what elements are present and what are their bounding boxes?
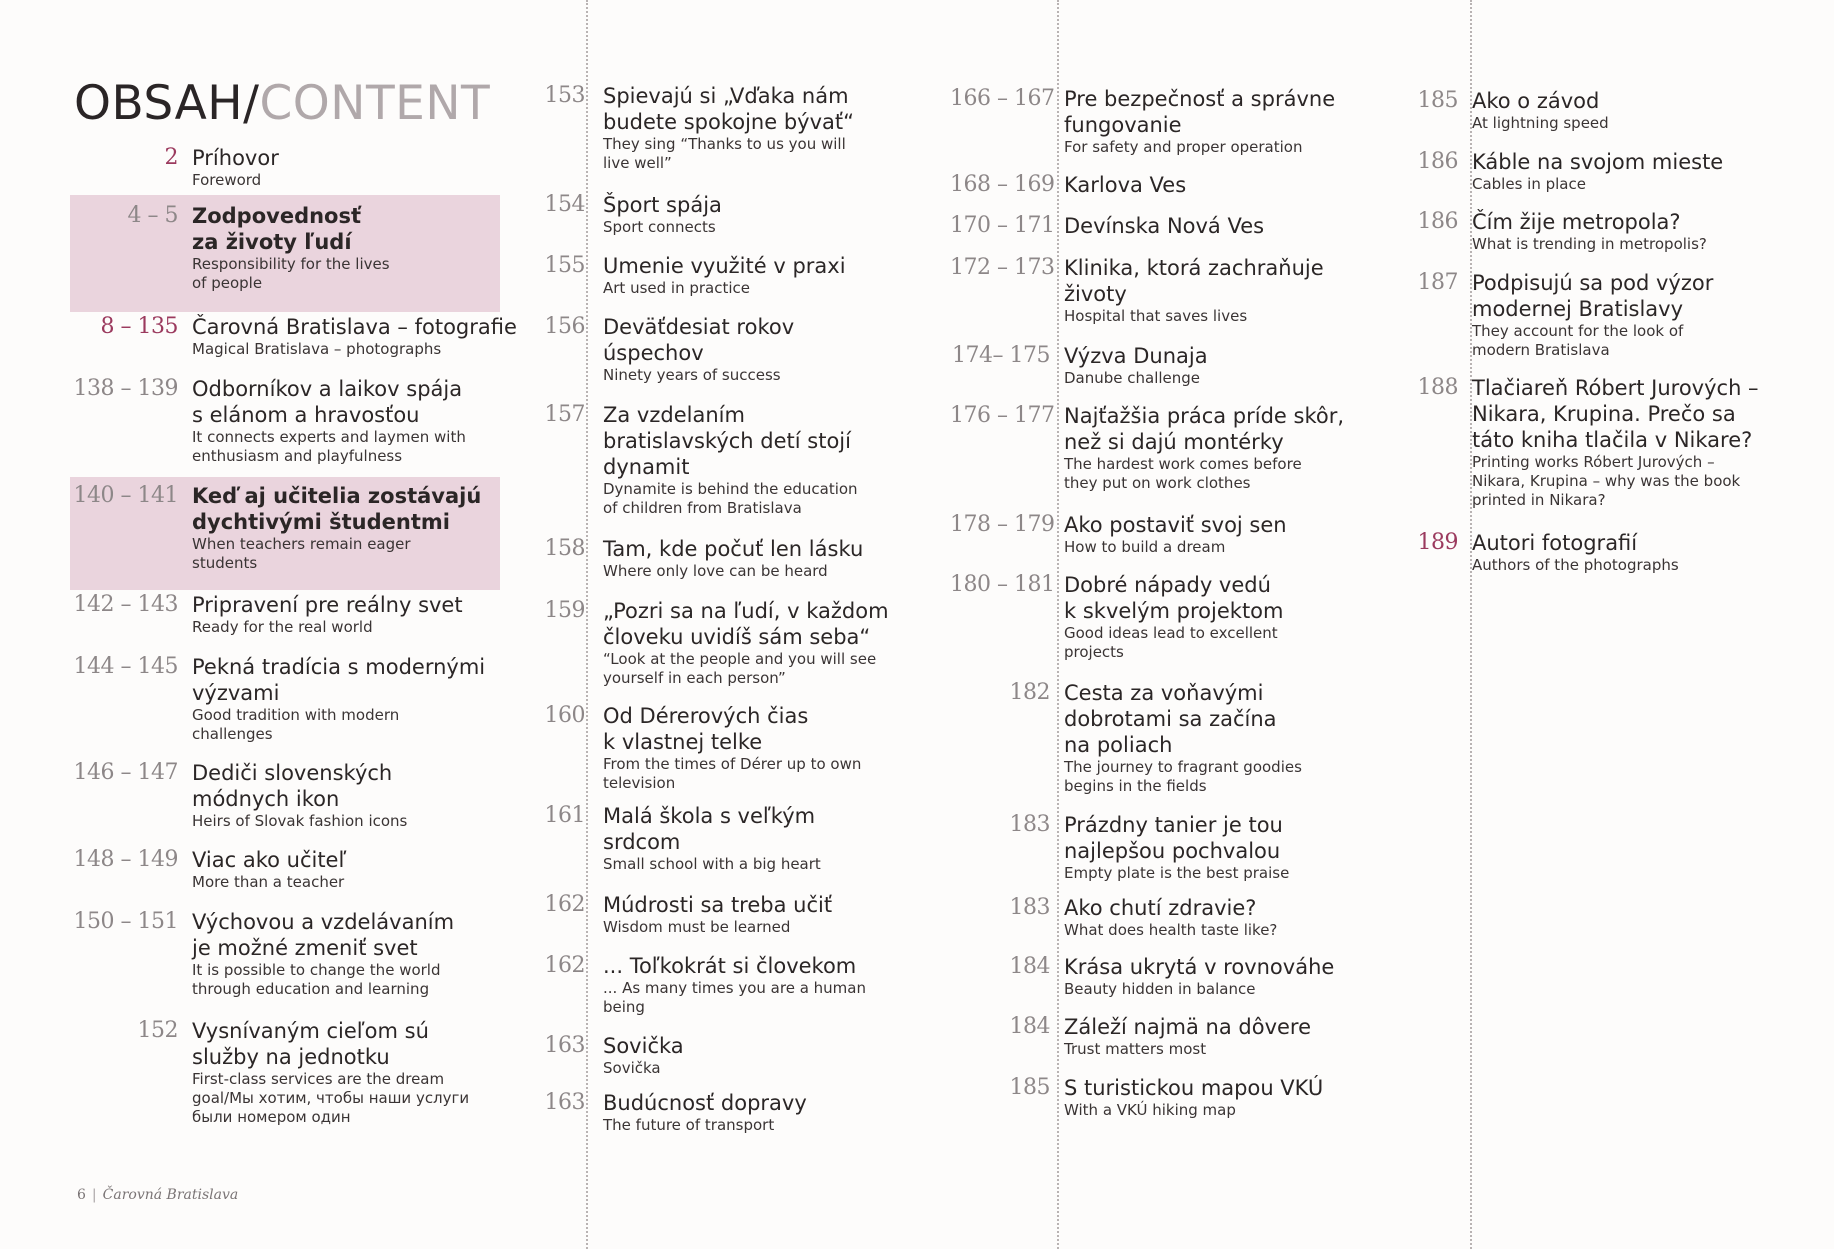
- toc-title-sk: Odborníkov a laikov spája s elánom a hravosťou: [192, 377, 463, 427]
- toc-entry-text: [603, 314, 943, 385]
- toc-page-number: 142 – 143: [73, 592, 178, 617]
- toc-entry-text: [1064, 680, 1404, 796]
- toc-title-en: Sovička: [603, 1059, 661, 1077]
- title-obsah: OBSAH: [74, 76, 244, 131]
- toc-entry-text: [603, 803, 943, 874]
- page-footer: [77, 1187, 238, 1203]
- toc-entry-text: [192, 203, 532, 293]
- toc-page-number: 183: [1009, 812, 1050, 837]
- toc-title-en: Hospital that saves lives: [1064, 307, 1248, 325]
- toc-title-en: Danube challenge: [1064, 369, 1201, 387]
- toc-page-number: 162: [544, 953, 585, 978]
- toc-title-sk: Deväťdesiat rokov úspechov: [603, 315, 795, 365]
- toc-title-en: The future of transport: [603, 1116, 775, 1134]
- toc-title-en: First-class services are the dream goal/Мы хотим, чтобы наши услуги были номером один: [192, 1070, 470, 1126]
- toc-entry-text: [1064, 403, 1404, 493]
- toc-entry-text: [1472, 88, 1812, 133]
- toc-page-number: 140 – 141: [73, 483, 178, 508]
- toc-title-sk: Pre bezpečnosť a správne fungovanie: [1064, 87, 1336, 137]
- toc-title-en: Art used in practice: [603, 279, 751, 297]
- toc-title-sk: Klinika, ktorá zachraňuje životy: [1064, 256, 1324, 306]
- toc-page-number: 158: [544, 536, 585, 561]
- toc-entry: [70, 477, 500, 590]
- toc-column-3: [950, 0, 1370, 1249]
- title-slash: /: [243, 76, 260, 131]
- toc-entry-text: [1064, 213, 1404, 239]
- toc-entry-text: [1064, 343, 1404, 388]
- toc-title-sk: S turistickou mapou VKÚ: [1064, 1076, 1324, 1100]
- toc-title-en: When teachers remain eager students: [192, 535, 411, 572]
- toc-entry-text: [1064, 572, 1404, 662]
- toc-title-en: Dynamite is behind the education of children from Bratislava: [603, 480, 858, 517]
- toc-title-sk: Výzva Dunaja: [1064, 344, 1208, 368]
- toc-entry-text: [192, 376, 532, 466]
- toc-title-sk: „Pozri sa na ľudí, v každom človeku uvidíš sám seba“: [603, 599, 889, 649]
- toc-page-number: 150 – 151: [73, 909, 178, 934]
- toc-page-number: 178 – 179: [950, 512, 1055, 537]
- toc-title-sk: Pekná tradícia s modernými výzvami: [192, 655, 486, 705]
- toc-title-en: It connects experts and laymen with enthusiasm and playfulness: [192, 428, 466, 465]
- toc-entry-text: [603, 1033, 943, 1078]
- toc-page-number: 189: [1417, 530, 1458, 555]
- toc-title-sk: Umenie využité v praxi: [603, 254, 846, 278]
- toc-entry-text: [192, 145, 532, 190]
- toc-title-sk: Keď aj učitelia zostávajú dychtivými študentmi: [192, 484, 482, 534]
- toc-title-en: From the times of Dérer up to own television: [603, 755, 862, 792]
- toc-entry-text: [192, 654, 532, 744]
- toc-page-number: 186: [1417, 149, 1458, 174]
- toc-page-number: 152: [137, 1018, 178, 1043]
- toc-entry-text: [603, 536, 943, 581]
- toc-title-sk: Cesta za voňavými dobrotami sa začína na poliach: [1064, 681, 1277, 757]
- toc-column-1: [70, 0, 517, 1249]
- toc-title-en: For safety and proper operation: [1064, 138, 1303, 156]
- toc-column-2: [540, 0, 940, 1249]
- toc-title-sk: Šport spája: [603, 193, 722, 217]
- toc-page-number: 188: [1417, 375, 1458, 400]
- toc-page-number: 160: [544, 703, 585, 728]
- toc-title-en: Empty plate is the best praise: [1064, 864, 1290, 882]
- toc-entry-text: [1472, 530, 1812, 575]
- toc-entry: [70, 195, 500, 312]
- toc-title-en: With a VKÚ hiking map: [1064, 1101, 1236, 1119]
- footer-separator: |: [91, 1187, 97, 1203]
- toc-page-number: 184: [1009, 1014, 1050, 1039]
- toc-title-sk: Najťažšia práca príde skôr, než si dajú montérky: [1064, 404, 1345, 454]
- toc-title-en: “Look at the people and you will see yourself in each person”: [603, 650, 877, 687]
- toc-entry-text: [1472, 270, 1812, 360]
- toc-entry-text: [603, 892, 943, 937]
- toc-page-number: 185: [1417, 88, 1458, 113]
- toc-entry-text: [1064, 255, 1404, 326]
- toc-page-number: 153: [544, 83, 585, 108]
- toc-title-sk: Čarovná Bratislava – fotografie: [192, 315, 517, 339]
- toc-title-sk: Prázdny tanier je tou najlepšou pochvalou: [1064, 813, 1283, 863]
- toc-entry-text: [603, 598, 943, 688]
- toc-title-sk: Malá škola s veľkým srdcom: [603, 804, 816, 854]
- toc-title-en: Foreword: [192, 171, 262, 189]
- toc-title-en: Ninety years of success: [603, 366, 781, 384]
- footer-publication: Čarovná Bratislava: [102, 1187, 239, 1203]
- toc-title-sk: Karlova Ves: [1064, 173, 1187, 197]
- toc-page-number: 157: [544, 402, 585, 427]
- toc-page-number: 176 – 177: [950, 403, 1055, 428]
- toc-title-en: Beauty hidden in balance: [1064, 980, 1256, 998]
- toc-title-en: How to build a dream: [1064, 538, 1226, 556]
- toc-page-number: 159: [544, 598, 585, 623]
- toc-page-number: 161: [544, 803, 585, 828]
- toc-title-sk: Dediči slovenských módnych ikon: [192, 761, 393, 811]
- toc-title-sk: Spievajú si „Vďaka nám budete spokojne bývať“: [603, 84, 855, 134]
- toc-entry-text: [192, 909, 532, 999]
- toc-entry-text: [1064, 1075, 1404, 1120]
- toc-title-en: Wisdom must be learned: [603, 918, 791, 936]
- toc-entry-text: [192, 760, 532, 831]
- toc-title-sk: Vysnívaným cieľom sú služby na jednotku: [192, 1019, 429, 1069]
- toc-title-en: Trust matters most: [1064, 1040, 1207, 1058]
- toc-title-en: Small school with a big heart: [603, 855, 821, 873]
- toc-title-en: Authors of the photographs: [1472, 556, 1679, 574]
- toc-page-number: 184: [1009, 954, 1050, 979]
- toc-entry-text: [1064, 172, 1404, 198]
- toc-title-sk: Príhovor: [192, 146, 279, 170]
- toc-title-sk: Čím žije metropola?: [1472, 210, 1681, 234]
- toc-page-number: 155: [544, 253, 585, 278]
- toc-column-4: [1415, 0, 1815, 1249]
- toc-page-number: 144 – 145: [73, 654, 178, 679]
- toc-entry-text: [603, 192, 943, 237]
- toc-title-en: What does health taste like?: [1064, 921, 1278, 939]
- toc-entry-text: [1064, 895, 1404, 940]
- toc-entry-text: [603, 1090, 943, 1135]
- toc-page-number: 187: [1417, 270, 1458, 295]
- toc-entry-text: [192, 592, 532, 637]
- toc-title-en: The journey to fragrant goodies begins in the fields: [1064, 758, 1302, 795]
- toc-page-number: 146 – 147: [73, 760, 178, 785]
- toc-page-number: 174– 175: [952, 343, 1050, 368]
- toc-entry-text: [603, 402, 943, 518]
- toc-title-en: Good tradition with modern challenges: [192, 706, 400, 743]
- toc-page-number: 168 – 169: [950, 172, 1055, 197]
- toc-title-en: Good ideas lead to excellent projects: [1064, 624, 1278, 661]
- toc-title-en: Where only love can be heard: [603, 562, 828, 580]
- toc-title-sk: Ako o závod: [1472, 89, 1600, 113]
- toc-title-sk: Viac ako učiteľ: [192, 848, 347, 872]
- toc-entry-text: [603, 703, 943, 793]
- toc-page-number: 4 – 5: [127, 203, 178, 228]
- toc-title-en: Sport connects: [603, 218, 716, 236]
- toc-page-number: 185: [1009, 1075, 1050, 1100]
- toc-page-number: 163: [544, 1033, 585, 1058]
- toc-title-sk: ... Toľkokrát si človekom: [603, 954, 857, 978]
- toc-page-number: 186: [1417, 209, 1458, 234]
- toc-title-sk: Dobré nápady vedú k skvelým projektom: [1064, 573, 1284, 623]
- toc-title-en: Printing works Róbert Jurových – Nikara, Krupina – why was the book printed in Nikara?: [1472, 453, 1741, 509]
- toc-entry-text: [603, 83, 943, 173]
- toc-title-sk: Výchovou a vzdelávaním je možné zmeniť svet: [192, 910, 455, 960]
- toc-title-sk: Tam, kde počuť len lásku: [603, 537, 864, 561]
- toc-entry-text: [603, 253, 943, 298]
- toc-page-number: 8 – 135: [100, 314, 178, 339]
- toc-title-sk: Autori fotografií: [1472, 531, 1638, 555]
- toc-title-en: It is possible to change the world through education and learning: [192, 961, 441, 998]
- toc-title-en: At lightning speed: [1472, 114, 1609, 132]
- toc-title-sk: Pripravení pre reálny svet: [192, 593, 463, 617]
- toc-title-en: They sing “Thanks to us you will live well”: [603, 135, 846, 172]
- toc-entry-text: [603, 953, 943, 1017]
- toc-page-number: 166 – 167: [950, 86, 1055, 111]
- toc-title-sk: Múdrosti sa treba učiť: [603, 893, 833, 917]
- toc-title-sk: Krása ukrytá v rovnováhe: [1064, 955, 1335, 979]
- toc-title-en: Ready for the real world: [192, 618, 373, 636]
- toc-title-sk: Podpisujú sa pod výzor modernej Bratislavy: [1472, 271, 1714, 321]
- toc-entry-text: [192, 483, 532, 573]
- toc-page-number: 183: [1009, 895, 1050, 920]
- toc-title-sk: Devínska Nová Ves: [1064, 214, 1265, 238]
- toc-title-en: Heirs of Slovak fashion icons: [192, 812, 408, 830]
- toc-page-number: 182: [1009, 680, 1050, 705]
- toc-title-en: The hardest work comes before they put on work clothes: [1064, 455, 1302, 492]
- toc-page-number: 170 – 171: [950, 213, 1055, 238]
- toc-title-sk: Za vzdelaním bratislavských detí stojí dynamit: [603, 403, 851, 479]
- toc-page-number: 138 – 139: [73, 376, 178, 401]
- toc-entry-text: [1064, 1014, 1404, 1059]
- toc-title-sk: Káble na svojom mieste: [1472, 150, 1724, 174]
- toc-page-number: 162: [544, 892, 585, 917]
- toc-page-number: 154: [544, 192, 585, 217]
- toc-entry-text: [192, 847, 532, 892]
- toc-title-en: What is trending in metropolis?: [1472, 235, 1707, 253]
- footer-page-number: 6: [77, 1187, 86, 1203]
- toc-title-en: They account for the look of modern Bratislava: [1472, 322, 1684, 359]
- toc-entry-text: [1064, 812, 1404, 883]
- toc-title-sk: Tlačiareň Róbert Jurových – Nikara, Krupina. Prečo sa táto kniha tlačila v Nikare?: [1472, 376, 1759, 452]
- toc-entry-text: [1472, 209, 1812, 254]
- toc-entry-text: [192, 1018, 532, 1127]
- toc-page-number: 148 – 149: [73, 847, 178, 872]
- toc-entry-text: [1064, 512, 1404, 557]
- toc-title-en: Cables in place: [1472, 175, 1586, 193]
- toc-title-sk: Budúcnosť dopravy: [603, 1091, 807, 1115]
- toc-title-en: ... As many times you are a human being: [603, 979, 866, 1016]
- toc-title-sk: Ako postaviť svoj sen: [1064, 513, 1287, 537]
- toc-title-sk: Ako chutí zdravie?: [1064, 896, 1257, 920]
- toc-title-en: Responsibility for the lives of people: [192, 255, 390, 292]
- toc-title-sk: Sovička: [603, 1034, 684, 1058]
- toc-title-en: Magical Bratislava – photographs: [192, 340, 442, 358]
- toc-title-sk: Záleží najmä na dôvere: [1064, 1015, 1312, 1039]
- toc-page-number: 172 – 173: [950, 255, 1055, 280]
- toc-title-sk: Zodpovednosť za životy ľudí: [192, 204, 362, 254]
- title-content: CONTENT: [259, 76, 491, 131]
- toc-page-number: 156: [544, 314, 585, 339]
- toc-title-sk: Od Dérerových čias k vlastnej telke: [603, 704, 809, 754]
- toc-page-number: 163: [544, 1090, 585, 1115]
- toc-page-number: 180 – 181: [950, 572, 1055, 597]
- toc-title-en: More than a teacher: [192, 873, 345, 891]
- toc-entry-text: [1472, 375, 1812, 510]
- toc-entry-text: [1064, 86, 1404, 157]
- toc-entry-text: [192, 314, 532, 359]
- toc-entry-text: [1472, 149, 1812, 194]
- toc-page-number: 2: [164, 145, 178, 170]
- toc-entry-text: [1064, 954, 1404, 999]
